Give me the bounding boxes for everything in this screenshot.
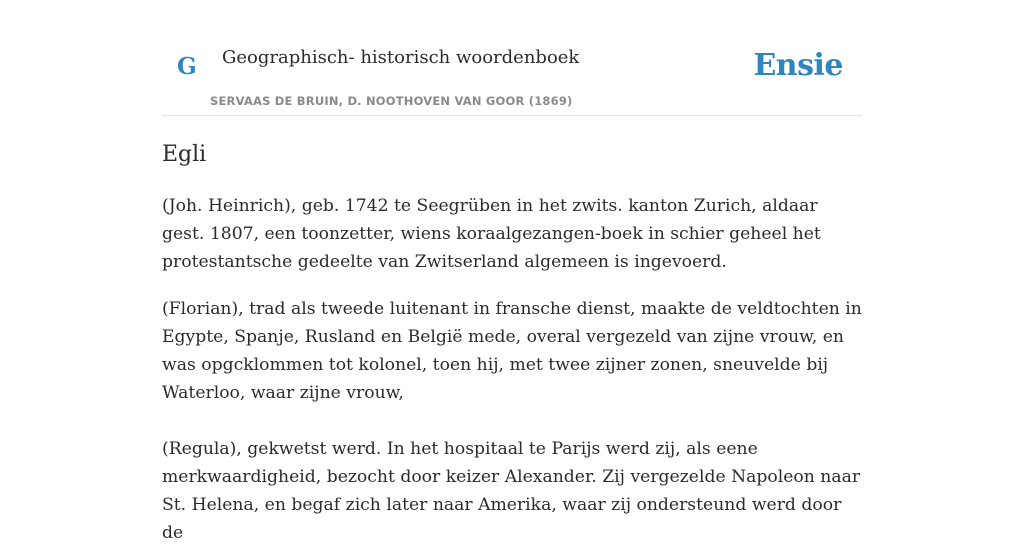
book-title-link[interactable]: Geographisch- historisch woordenboek — [222, 47, 580, 68]
book-header — [162, 0, 862, 116]
book-initial-icon[interactable]: G — [177, 53, 197, 80]
entry-paragraph: (Regula), gekwetst werd. In het hospitaal te Parijs werd zij, als eene merkwaardigheid, bezocht door keizer Alexander. Zij vergezelde Napoleon naar St. Helena, en begaf zich later naar Amerika, waar zij ondersteund werd door de — [162, 439, 861, 543]
book-author: SERVAAS DE BRUIN, D. NOOTHOVEN VAN GOOR (1869) — [210, 94, 573, 108]
entry-title: Egli — [162, 142, 207, 167]
entry-paragraph: (Joh. Heinrich), geb. 1742 te Seegrüben in het zwits. kanton Zurich, aldaar gest. 1807, een toonzetter, wiens koraalgezangen-boek in schier geheel het protestantsche gedeelte van Zwitserland algemeen is ingevoerd. — [162, 196, 821, 272]
ensie-logo-link[interactable]: Ensie — [753, 48, 843, 83]
entry-body — [162, 192, 862, 547]
entry-paragraph: (Florian), trad als tweede luitenant in fransche dienst, maakte de veldtochten in Egypte, Spanje, Rusland en België mede, overal vergezeld van zijne vrouw, en was opgcklommen tot kolonel, toen hij, met twee zijner zonen, sneuvelde bij Waterloo, waar zijne vrouw, — [162, 299, 862, 403]
page — [162, 0, 862, 543]
